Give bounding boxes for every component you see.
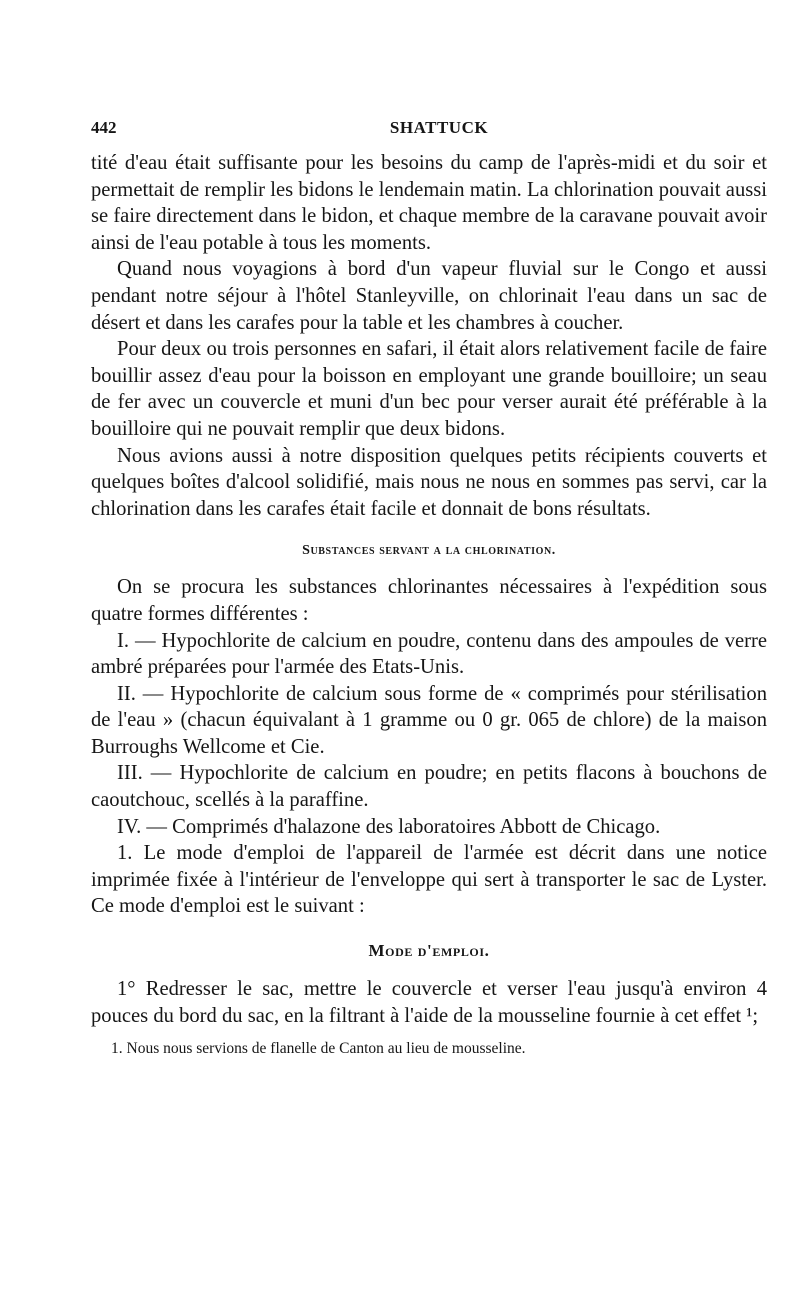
paragraph-substances-intro: On se procura les substances chlorinantes nécessaires à l'expédition sous quatre formes différentes : [91, 576, 767, 625]
footnote: 1. Nous nous servions de flanelle de Canton au lieu de mousseline. [111, 1040, 526, 1058]
running-head [91, 118, 767, 144]
paragraph-form-2: II. — Hypochlorite de calcium sous forme de « comprimés pour stérilisation de l'eau » (chacun équivalant à 1 gramme ou 0 gr. 065 de chlore) de la maison Burroughs Wellcome et Cie. [91, 682, 767, 758]
document-page [91, 118, 767, 1059]
section-heading-substances: Substances servant a la chlorination. [302, 543, 556, 559]
paragraph-army-method: 1. Le mode d'emploi de l'appareil de l'armée est décrit dans une notice imprimée fixée à l'intérieur de l'enveloppe qui sert à transporter le sac de Lyster. Ce mode d'emploi est le suivant : [91, 842, 767, 918]
paragraph-form-3: III. — Hypochlorite de calcium en poudre; en petits flacons à bouchons de caoutchouc, scellés à la paraffine. [91, 762, 767, 812]
paragraph-containers: Nous avions aussi à notre disposition quelques petits récipients couverts et quelques boîtes d'alcool solidifié, mais nous ne nous en sommes pas servi, car la chlorination dans les carafes était facile et donnait de bons résultats. [91, 444, 767, 520]
section-heading-mode-emploi: Mode d'emploi. [368, 941, 490, 961]
paragraph-form-4: IV. — Comprimés d'halazone des laboratoires Abbott de Chicago. [117, 815, 661, 838]
paragraph-form-1: I. — Hypochlorite de calcium en poudre, contenu dans des ampoules de verre ambré préparées pour l'armée des Etats-Unis. [91, 629, 767, 679]
paragraph-continuation: tité d'eau était suffisante pour les besoins du camp de l'après-midi et du soir et permettait de remplir les bidons le lendemain matin. La chlorination pouvait aussi se faire directement dans le bidon, et chaque membre de la caravane pouvait avoir ainsi de l'eau potable à tous les moments. [91, 152, 767, 254]
running-title: SHATTUCK [389, 118, 489, 137]
paragraph-safari-boiling: Pour deux ou trois personnes en safari, il était alors relativement facile de faire bouillir assez d'eau pour la boisson en employant une grande bouilloire; un seau de fer avec un couvercle et muni d'un bec pour verser aurait été préférable à la bouilloire qui ne pouvait remplir que deux bidons. [91, 338, 767, 440]
footnote-separator [91, 1029, 767, 1039]
paragraph-congo-voyage: Quand nous voyagions à bord d'un vapeur fluvial sur le Congo et aussi pendant notre séjour à l'hôtel Stanleyville, on chlorinait l'eau dans un sac de désert et dans les carafes pour la table et les chambres à coucher. [91, 258, 767, 334]
paragraph-step-1: 1° Redresser le sac, mettre le couvercle et verser l'eau jusqu'à environ 4 pouces du bord du sac, en la filtrant à l'aide de la mousseline fournie à cet effet ¹; [91, 978, 767, 1027]
page-number: 442 [91, 118, 117, 137]
